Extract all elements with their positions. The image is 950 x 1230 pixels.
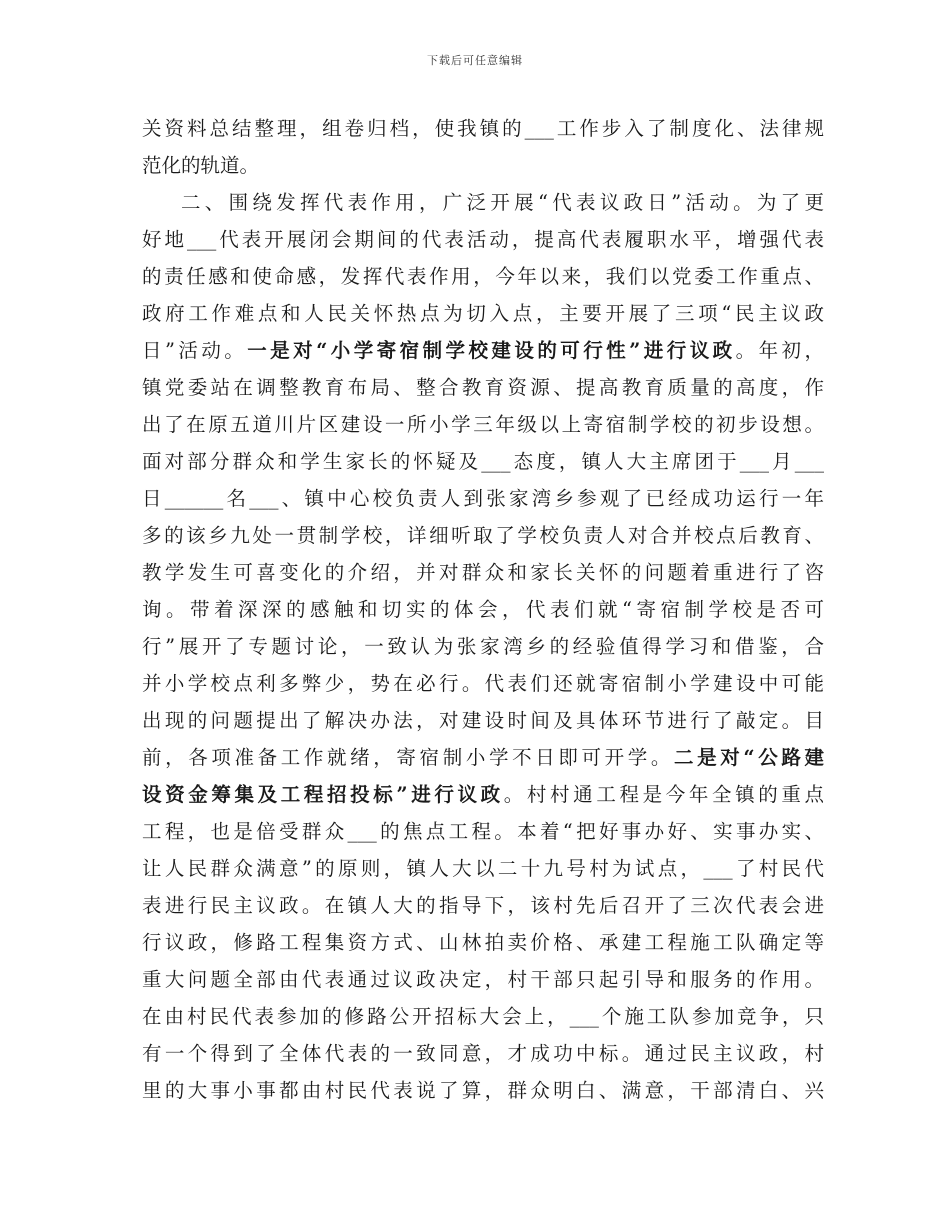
text-segment: 。村村通工程是今年全镇的重点 [503, 783, 824, 806]
text-line: 并小学校点利多弊少，势在必行。代表们还就寄宿制小学建设中可能 [142, 672, 824, 695]
document-body [142, 110, 824, 1109]
text-line: 询。带着深深的感触和切实的体会，代表们就“寄宿制学校是否可 [142, 598, 824, 621]
bold-point-two-start: 二是对“公路建 [674, 746, 824, 769]
text-line: 出了在原五道川片区建设一所小学三年级以上寄宿制学校的初步设想。 [142, 413, 824, 436]
text-line-mixed [142, 739, 824, 776]
page-header: 下载后可任意编辑 [427, 54, 523, 67]
text-line: 日______名___、镇中心校负责人到张家湾乡参观了已经成功运行一年 [142, 487, 824, 510]
text-line: 范化的轨道。 [142, 154, 260, 177]
text-line: 有一个得到了全体代表的一致同意，才成功中标。通过民主议政，村 [142, 1042, 824, 1065]
section-heading-line: 二、围绕发挥代表作用，广泛开展“代表议政日”活动。为了更 [181, 191, 824, 214]
text-segment: 日”活动。 [142, 339, 248, 362]
bold-point-two-end: 设资金筹集及工程招投标”进行议政 [142, 783, 504, 806]
text-line: 工程，也是倍受群众___的焦点工程。本着“把好事办好、实事办实、 [142, 820, 824, 843]
text-line: 表进行民主议政。在镇人大的指导下，该村先后召开了三次代表会进 [142, 894, 824, 917]
text-line: 镇党委站在调整教育布局、整合教育资源、提高教育质量的高度，作 [142, 376, 824, 399]
text-line: 行议政，修路工程集资方式、山林拍卖价格、承建工程施工队确定等 [142, 931, 824, 954]
text-line-mixed [142, 332, 824, 369]
text-line: 的责任感和使命感，发挥代表作用，今年以来，我们以党委工作重点、 [142, 265, 824, 288]
text-segment: 。年初， [735, 339, 824, 362]
text-line: 行”展开了专题讨论，一致认为张家湾乡的经验值得学习和借鉴，合 [142, 635, 824, 658]
text-line: 教学发生可喜变化的介绍，并对群众和家长关怀的问题着重进行了咨 [142, 561, 824, 584]
text-line: 好地___代表开展闭会期间的代表活动，提高代表履职水平，增强代表 [142, 228, 824, 251]
text-line-mixed [142, 776, 824, 813]
text-line: 在由村民代表参加的修路公开招标大会上，___个施工队参加竞争，只 [142, 1005, 824, 1028]
text-line: 让人民群众满意”的原则，镇人大以二十九号村为试点，___了村民代 [142, 857, 824, 880]
bold-point-one: 一是对“小学寄宿制学校建设的可行性”进行议政 [247, 339, 736, 362]
text-line: 重大问题全部由代表通过议政决定，村干部只起引导和服务的作用。 [142, 968, 824, 991]
text-segment: 前，各项准备工作就绪，寄宿制小学不日即可开学。 [142, 746, 674, 769]
text-line: 面对部分群众和学生家长的怀疑及___态度，镇人大主席团于___月___ [142, 450, 824, 473]
text-line: 里的大事小事都由村民代表说了算，群众明白、满意，干部清白、兴 [142, 1079, 824, 1102]
text-line: 政府工作难点和人民关怀热点为切入点，主要开展了三项“民主议政 [142, 302, 824, 325]
text-line: 多的该乡九处一贯制学校，详细听取了学校负责人对合并校点后教育、 [142, 524, 824, 547]
text-line: 关资料总结整理，组卷归档，使我镇的___工作步入了制度化、法律规 [142, 117, 824, 140]
text-line: 出现的问题提出了解决办法，对建设时间及具体环节进行了敲定。目 [142, 709, 824, 732]
